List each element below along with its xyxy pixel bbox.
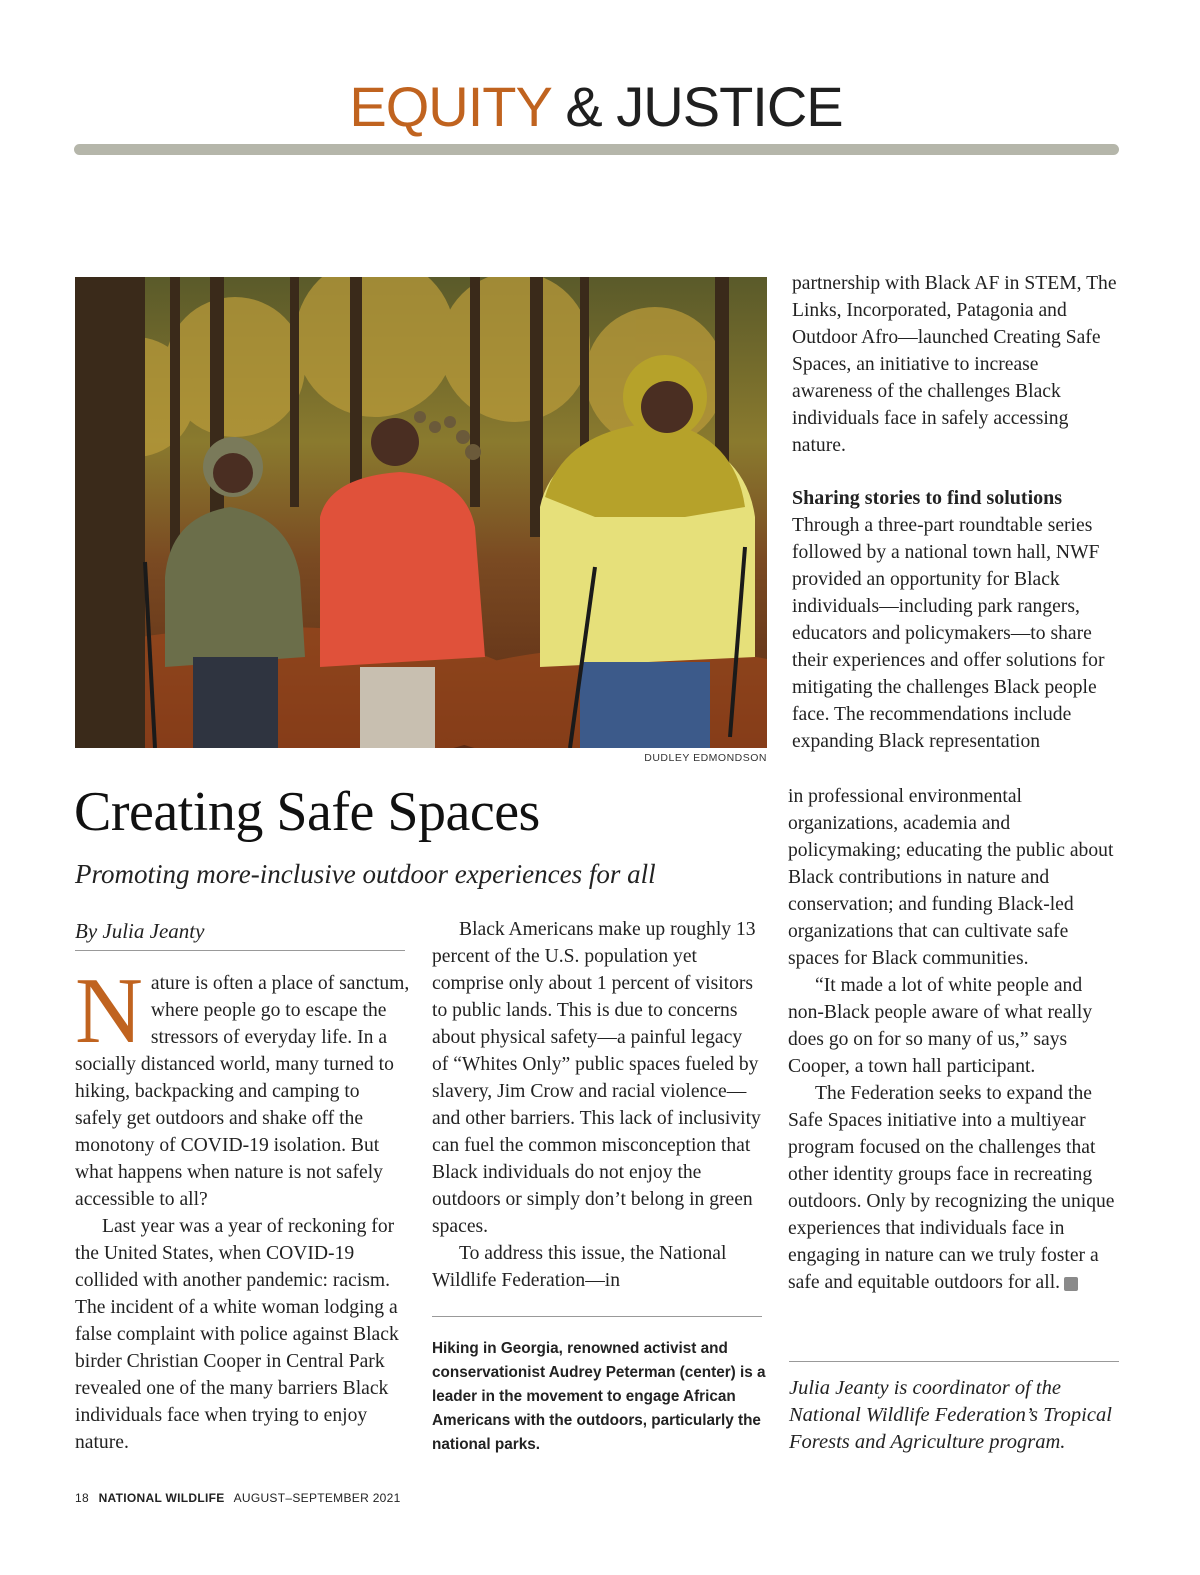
paragraph [75,959,410,1213]
paragraph: Last year was a year of reckoning for the United States, when COVID-19 collided with another pandemic: racism. The incident of a white woman lodging a false complaint with police against Black birder Christian Cooper in Central Park revealed one of the many barriers Black individuals face when trying to enjoy nature. [75,1216,399,1453]
section-heading-equity: EQUITY [349,75,551,138]
caption-rule [432,1316,762,1317]
issue-date: AUGUST–SEPTEMBER 2021 [233,1491,401,1505]
column-3-top [792,270,1122,755]
column-3-bottom [788,783,1122,1296]
page-number: 18 [75,1491,89,1505]
end-mark-icon: W [1064,1277,1078,1291]
paragraph: Through a three-part roundtable series followed by a national town hall, NWF provided an opportunity for Black individuals—including park rangers, educators and policymakers—to share their experiences and offer solutions for mitigating the challenges Black people face. The recommendations include expanding Black representation [792,515,1105,752]
photo-caption: Hiking in Georgia, renowned activist and conservationist Audrey Peterman (center) is a leader in the movement to engage African Americans with the outdoors, particularly the national parks. [432,1340,766,1453]
paragraph: “It made a lot of white people and non-Black people aware of what really does go on for so many of us,” says Cooper, a town hall participant. [788,975,1093,1077]
paragraph-text: The Federation seeks to expand the Safe Spaces initiative into a multiyear program focused on the challenges that other identity groups face in recreating outdoors. Only by recognizing the unique experiences that individuals face in engaging in nature can we truly foster a safe and equitable outdoors for all. [788,1083,1115,1293]
subheading: Sharing stories to find solutions [792,487,1063,509]
byline-rule [75,950,405,951]
header-rule [74,144,1119,155]
article-headline: Creating Safe Spaces [74,781,540,843]
section-heading-justice: & JUSTICE [565,75,843,138]
paragraph: To address this issue, the National Wildlife Federation—in [432,1243,727,1291]
column-1 [75,959,410,1456]
drop-cap: N [75,959,143,1063]
paragraph: Black Americans make up roughly 13 percent of the U.S. population yet comprise only about 1 percent of visitors to public lands. This is due to concerns about physical safety—a painful legacy of “Whites Only” public spaces fueled by slavery, Jim Crow and racial violence—and other barriers. This lack of inclusivity can fuel the common misconception that Black individuals do not enjoy the outdoors or simply don’t belong in green spaces. [432,919,761,1237]
column-2 [432,916,762,1294]
paragraph: partnership with Black AF in STEM, The Links, Incorporated, Patagonia and Outdoor Afro—launched Creating Safe Spaces, an initiative to increase awareness of the challenges Black individuals face in safely accessing nature. [792,273,1117,456]
author-bio: Julia Jeanty is coordinator of the National Wildlife Federation’s Tropical Forests and Agriculture program. [789,1377,1112,1453]
paragraph [788,1080,1122,1296]
article-dek: Promoting more-inclusive outdoor experiences for all [75,859,656,889]
paragraph-text: ature is often a place of sanctum, where people go to escape the stressors of everyday life. In a socially distanced world, many turned to hiking, backpacking and camping to safely get outdoors and shake off the monotony of COVID-19 isolation. But what happens when nature is not safely accessible to all? [75,973,410,1210]
hikers-photo [75,277,767,748]
bio-rule [789,1361,1119,1362]
paragraph: in professional environmental organizations, academia and policymaking; educating the public about Black contributions in nature and conservation; and funding Black-led organizations that can cultivate safe spaces for Black communities. [788,786,1114,969]
byline: By Julia Jeanty [75,919,205,943]
section-heading [0,72,1192,142]
photo-credit: DUDLEY EDMONDSON [644,752,767,764]
page-footer [75,1491,575,1505]
publication-name: NATIONAL WILDLIFE [98,1491,225,1505]
